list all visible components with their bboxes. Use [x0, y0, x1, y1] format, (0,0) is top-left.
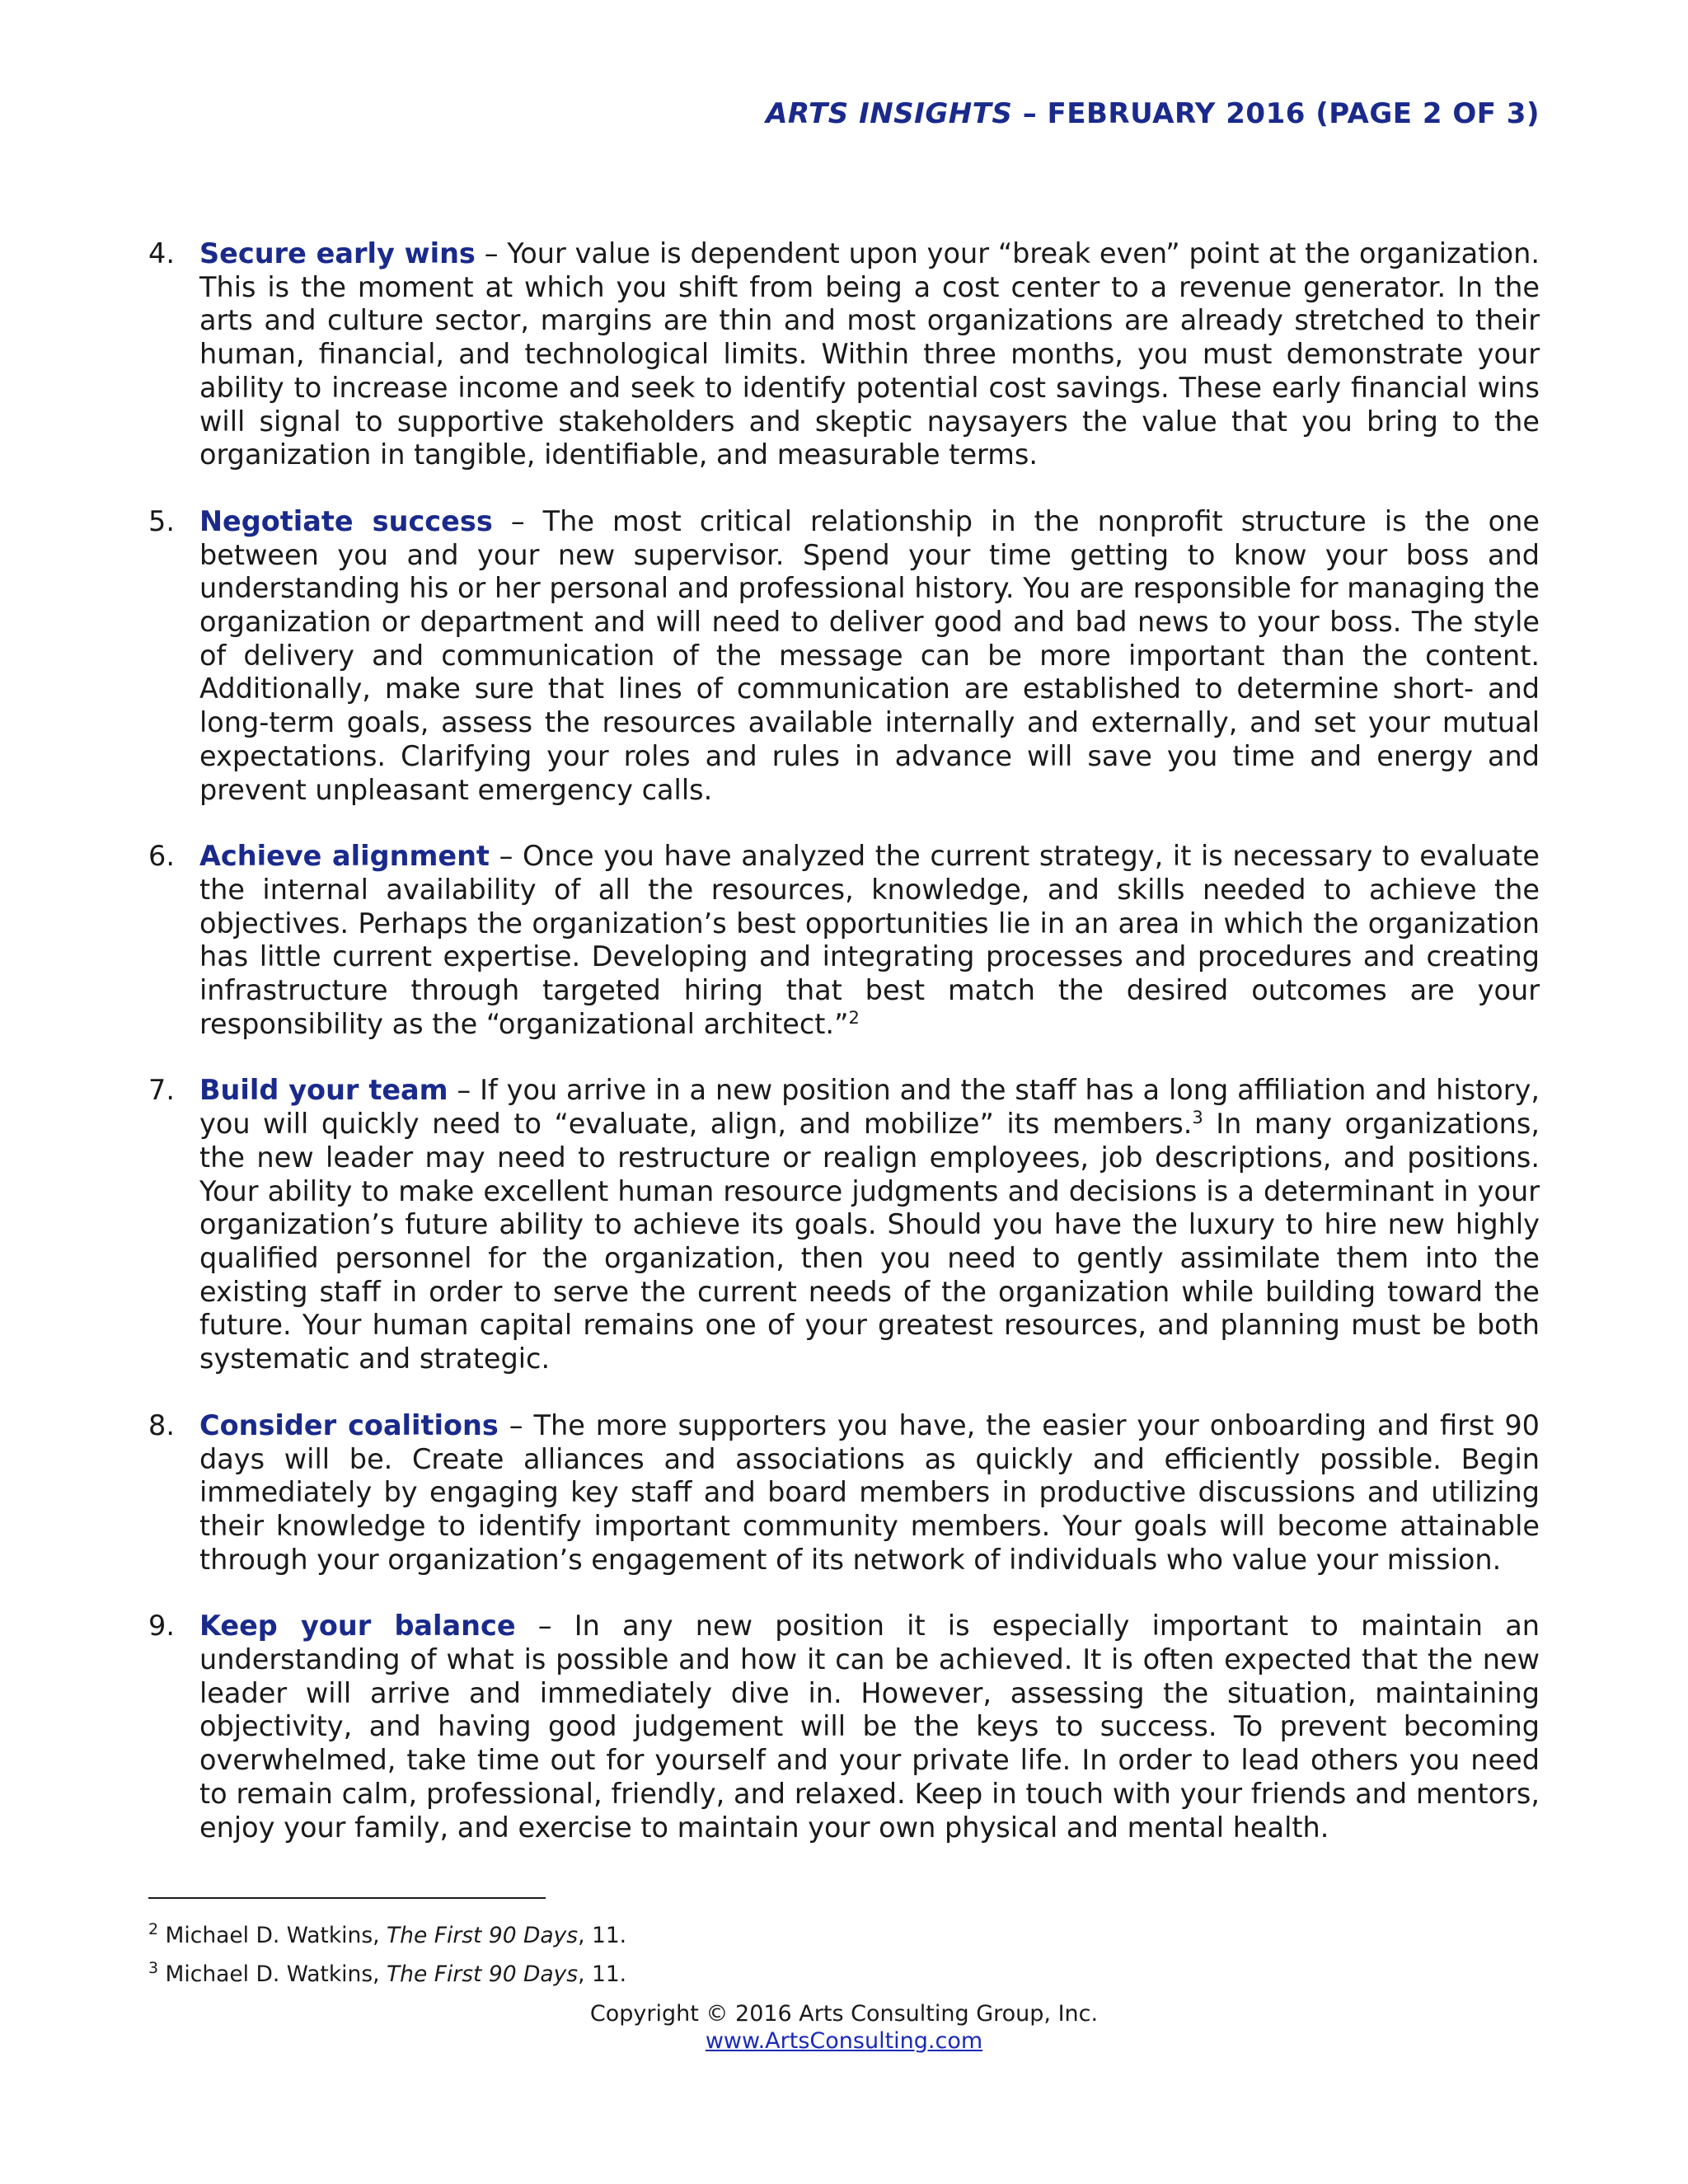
item-body: – The most critical relationship in the nonprofit structure is the one between you and your new supervisor. Spend your time getting to know your boss and understanding his or her personal and professional history. You are responsible for managing the organization or department and will need to deliver good and bad news to your boss. The style of delivery and communication of the message can be more important than the content. Additionally, make sure that lines of communication are established to determine short- and long-term goals, assess the resources available internally and externally, and set your mutual expectations. Clarifying your roles and rules in advance will save you time and energy and prevent unpleasant emergency calls.: [199, 504, 1540, 806]
list-item: [148, 840, 1540, 1041]
list-item: [148, 1074, 1540, 1376]
item-number: 7.: [148, 1074, 175, 1107]
footnote-marker: 3: [148, 1959, 159, 1978]
item-body: – The more supporters you have, the easier your onboarding and first 90 days will be. Create alliances and associations as quickly and efficiently possible. Begin immediately by engaging key staff and board members in productive discussions and utilizing their knowledge to identify important community members. Your goals will become attainable through your organization’s engagement of its network of individuals who value your mission.: [199, 1408, 1540, 1576]
footnote-book-title: The First 90 Days: [387, 1961, 579, 1987]
copyright-text: Copyright © 2016 Arts Consulting Group, Inc.: [589, 2001, 1099, 2027]
tips-list: [148, 237, 1540, 1877]
item-body: – Once you have analyzed the current strategy, it is necessary to evaluate the internal availability of all the resources, knowledge, and skills needed to achieve the objectives. Perhaps the organization’s best opportunities lie in an area in which the organization has little current expertise. Developing and integrating processes and procedures and creating infrastructure through targeted hiring that best match the desired outcomes are your responsibility as the “organizational architect.”: [199, 840, 1540, 1040]
item-title: Achieve alignment: [199, 840, 490, 873]
item-body: – If you arrive in a new position and the staff has a long affiliation and history, you will quickly need to “evaluate, align, and mobilize” its members.: [199, 1074, 1540, 1141]
footnote-author: Michael D. Watkins,: [158, 1961, 387, 1987]
footnote-page: , 11.: [578, 1923, 627, 1948]
list-item: [148, 1610, 1540, 1844]
list-item: [148, 237, 1540, 472]
footnote-divider: [148, 1897, 546, 1899]
list-item: [148, 1409, 1540, 1577]
item-body-continued: In many organizations, the new leader may need to restructure or realign employees, job descriptions, and positions. Your ability to make excellent human resource judgments and decisions is a determinant in your organization’s future ability to achieve its goals. Should you have the luxury to hire new highly qualified personnel for the organization, then you need to gently assimilate them into the existing staff in order to serve the current needs of the organization while building toward the future. Your human capital remains one of your greatest resources, and planning must be both systematic and strategic.: [199, 1108, 1540, 1376]
item-title: Negotiate success: [199, 504, 493, 537]
footnote: [148, 1961, 626, 1988]
website-link[interactable]: www.ArtsConsulting.com: [705, 2028, 983, 2054]
footnote-reference[interactable]: 2: [848, 1007, 860, 1028]
item-title: Keep your balance: [199, 1610, 516, 1643]
item-number: 4.: [148, 237, 175, 269]
page-footer: [0, 2000, 1688, 2055]
footnote-page: , 11.: [578, 1961, 627, 1987]
list-item: [148, 505, 1540, 807]
item-title: Secure early wins: [199, 237, 476, 269]
item-body: – In any new position it is especially important to maintain an understanding of what is possible and how it can be achieved. It is often expected that the new leader will arrive and immediately dive in. However, assessing the situation, maintaining objectivity, and having good judgement will be the keys to success. To prevent becoming overwhelmed, take time out for yourself and your private life. In order to lead others you need to remain calm, professional, friendly, and relaxed. Keep in touch with your friends and mentors, enjoy your family, and exercise to maintain your own physical and mental health.: [199, 1610, 1540, 1844]
item-number: 5.: [148, 504, 175, 537]
issue-info: – FEBRUARY 2016 (PAGE 2 OF 3): [1012, 97, 1540, 130]
footnote: [148, 1920, 627, 1949]
item-number: 9.: [148, 1610, 175, 1643]
footnote-reference[interactable]: 3: [1192, 1108, 1203, 1128]
footnote-author: Michael D. Watkins,: [158, 1923, 387, 1948]
item-title: Build your team: [199, 1074, 448, 1107]
item-number: 6.: [148, 840, 175, 873]
item-body: – Your value is dependent upon your “break even” point at the organization. This is the moment at which you shift from being a cost center to a revenue generator. In the arts and culture sector, margins are thin and most organizations are already stretched to their human, financial, and technological limits. Within three months, you must demonstrate your ability to increase income and seek to identify potential cost savings. These early financial wins will signal to supportive stakeholders and skeptic naysayers the value that you bring to the organization in tangible, identifiable, and measurable terms.: [199, 237, 1540, 471]
item-title: Consider coalitions: [199, 1408, 499, 1441]
item-number: 8.: [148, 1408, 175, 1441]
footnote-marker: 2: [148, 1920, 159, 1939]
page-header: [766, 97, 1540, 130]
footnote-book-title: The First 90 Days: [387, 1923, 579, 1948]
publication-title: ARTS INSIGHTS: [766, 97, 1013, 130]
